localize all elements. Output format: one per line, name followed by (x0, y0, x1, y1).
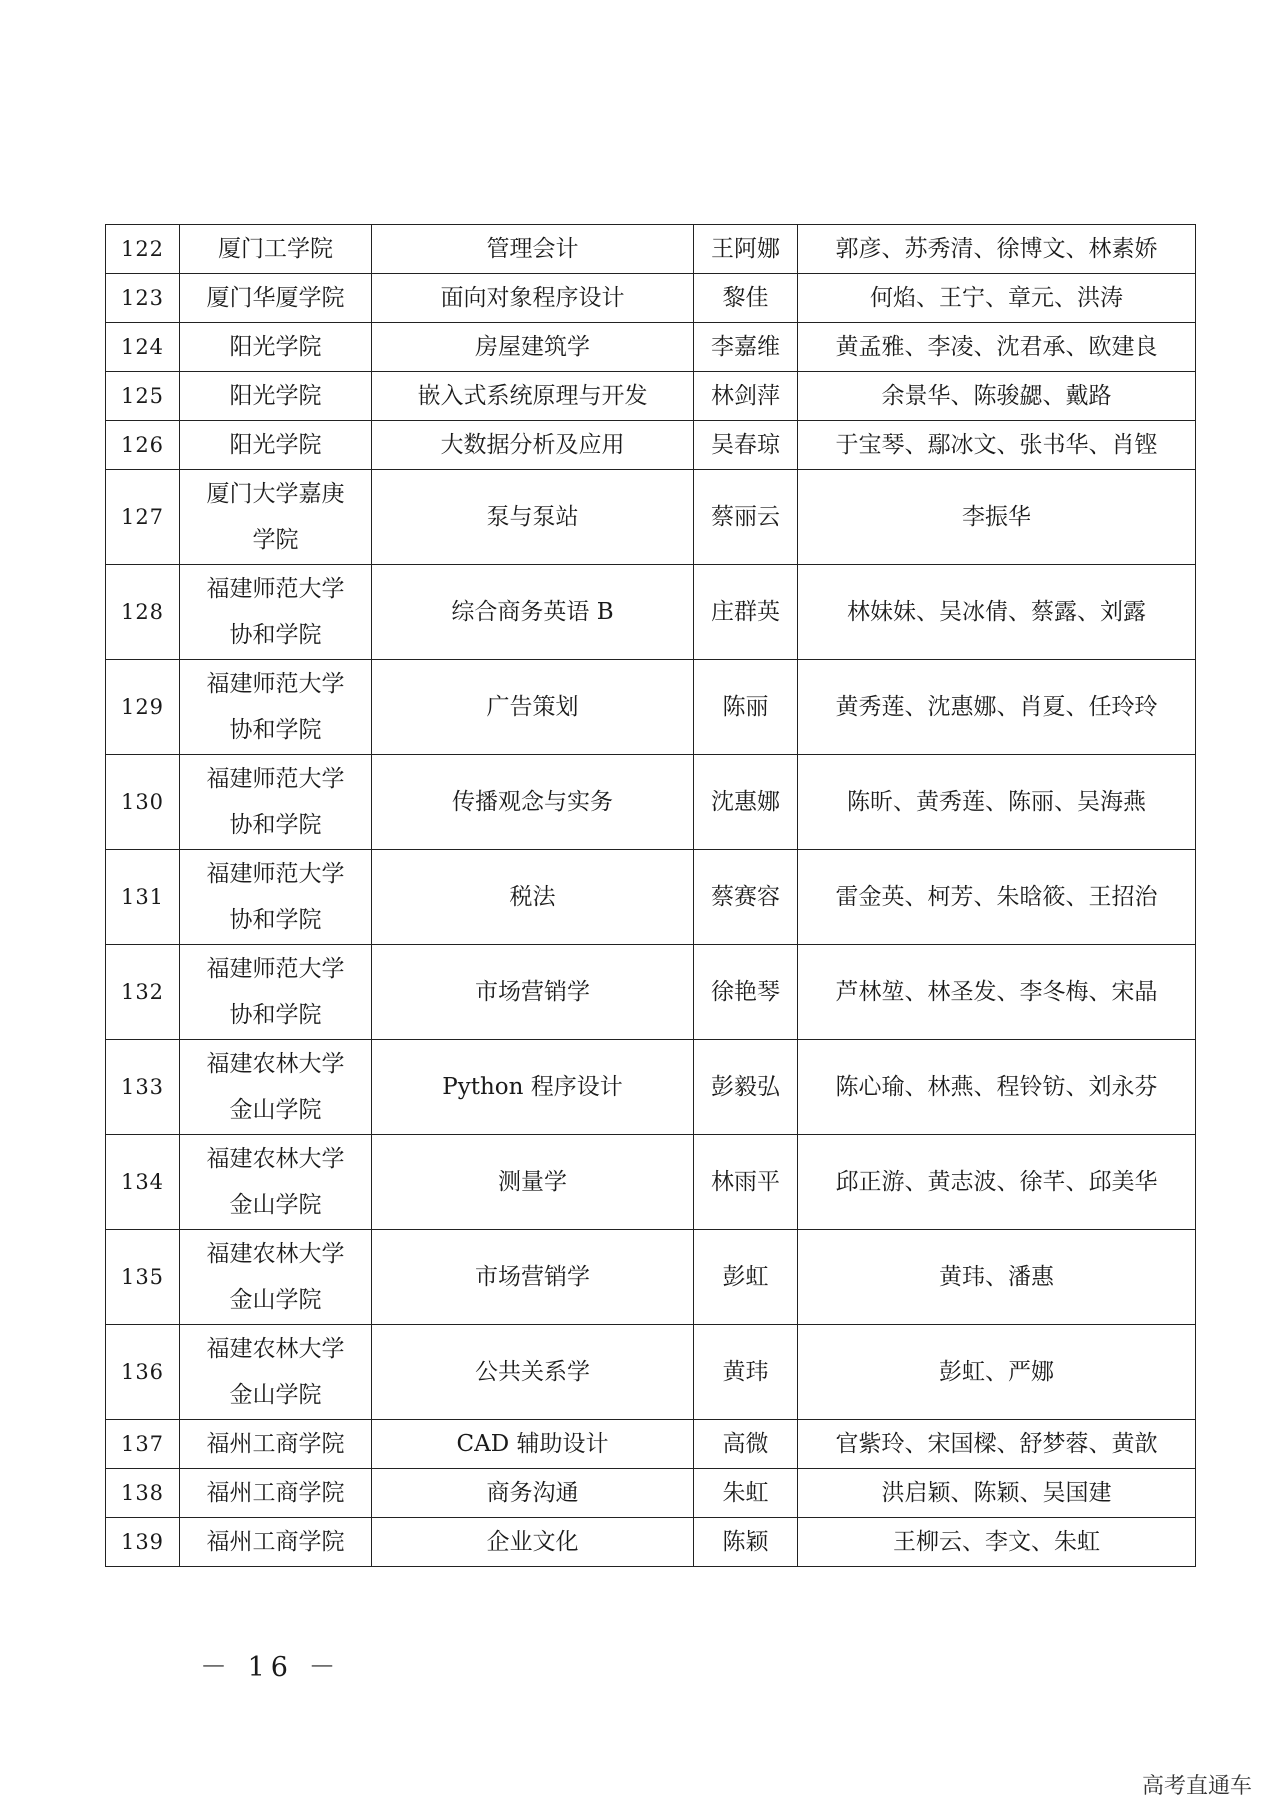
table-row (106, 1040, 1196, 1135)
school-name-line: 厦门华厦学院 (206, 285, 345, 311)
school-name (180, 323, 372, 372)
team-members: 彭虹、严娜 (798, 1325, 1196, 1420)
school-name-line: 阳光学院 (229, 432, 322, 458)
school-name-line: 协和学院 (229, 717, 322, 743)
course-table (105, 224, 1196, 1567)
school-name-line: 金山学院 (229, 1097, 322, 1123)
school-name-line: 福建师范大学 (206, 956, 345, 982)
course-leader: 蔡赛容 (694, 850, 798, 945)
course-leader: 王阿娜 (694, 225, 798, 274)
course-leader: 蔡丽云 (694, 470, 798, 565)
course-name: 测量学 (372, 1135, 694, 1230)
row-number: 132 (106, 945, 180, 1040)
course-name: 市场营销学 (372, 945, 694, 1040)
school-name-line: 福建农林大学 (206, 1146, 345, 1172)
school-name-line: 金山学院 (229, 1287, 322, 1313)
school-name-line: 福建农林大学 (206, 1241, 345, 1267)
course-leader: 林雨平 (694, 1135, 798, 1230)
row-number: 134 (106, 1135, 180, 1230)
course-name: 房屋建筑学 (372, 323, 694, 372)
team-members: 李振华 (798, 470, 1196, 565)
course-leader: 黎佳 (694, 274, 798, 323)
school-name (180, 565, 372, 660)
course-leader: 林剑萍 (694, 372, 798, 421)
course-leader: 吴春琼 (694, 421, 798, 470)
school-name-line: 福建师范大学 (206, 861, 345, 887)
table-row (106, 755, 1196, 850)
school-name-line: 学院 (252, 527, 299, 553)
school-name-line: 福建师范大学 (206, 766, 345, 792)
row-number: 122 (106, 225, 180, 274)
team-members: 黄玮、潘惠 (798, 1230, 1196, 1325)
table-row (106, 660, 1196, 755)
school-name (180, 755, 372, 850)
school-name (180, 1325, 372, 1420)
school-name-line: 协和学院 (229, 1002, 322, 1028)
school-name (180, 274, 372, 323)
school-name-line: 厦门工学院 (218, 236, 333, 262)
school-name-line: 福建师范大学 (206, 671, 345, 697)
school-name (180, 1040, 372, 1135)
watermark: 高考直通车 (1141, 1774, 1252, 1799)
course-name: 管理会计 (372, 225, 694, 274)
course-leader: 徐艳琴 (694, 945, 798, 1040)
team-members: 雷金英、柯芳、朱晗筱、王招治 (798, 850, 1196, 945)
course-name: 传播观念与实务 (372, 755, 694, 850)
team-members: 陈昕、黄秀莲、陈丽、吴海燕 (798, 755, 1196, 850)
table-row (106, 274, 1196, 323)
row-number: 126 (106, 421, 180, 470)
course-leader: 高微 (694, 1420, 798, 1469)
row-number: 124 (106, 323, 180, 372)
team-members: 于宝琴、鄢冰文、张书华、肖铿 (798, 421, 1196, 470)
row-number: 135 (106, 1230, 180, 1325)
school-name (180, 1469, 372, 1518)
team-members: 黄秀莲、沈惠娜、肖夏、任玲玲 (798, 660, 1196, 755)
row-number: 130 (106, 755, 180, 850)
row-number: 133 (106, 1040, 180, 1135)
team-members: 余景华、陈骏勰、戴路 (798, 372, 1196, 421)
table-row (106, 1135, 1196, 1230)
page-number: － 16 － (200, 1652, 342, 1683)
course-leader: 李嘉维 (694, 323, 798, 372)
school-name-line: 阳光学院 (229, 334, 322, 360)
row-number: 136 (106, 1325, 180, 1420)
team-members: 何焰、王宁、章元、洪涛 (798, 274, 1196, 323)
table-row (106, 1420, 1196, 1469)
school-name-line: 阳光学院 (229, 383, 322, 409)
table-row (106, 565, 1196, 660)
school-name (180, 470, 372, 565)
row-number: 139 (106, 1518, 180, 1567)
school-name (180, 660, 372, 755)
school-name (180, 225, 372, 274)
row-number: 129 (106, 660, 180, 755)
row-number: 131 (106, 850, 180, 945)
course-name: 嵌入式系统原理与开发 (372, 372, 694, 421)
table-row (106, 945, 1196, 1040)
table-row (106, 1469, 1196, 1518)
course-leader: 彭虹 (694, 1230, 798, 1325)
school-name-line: 福州工商学院 (206, 1529, 345, 1555)
school-name-line: 协和学院 (229, 812, 322, 838)
school-name-line: 福建农林大学 (206, 1336, 345, 1362)
school-name (180, 1420, 372, 1469)
course-leader: 陈颖 (694, 1518, 798, 1567)
school-name-line: 福州工商学院 (206, 1480, 345, 1506)
course-leader: 黄玮 (694, 1325, 798, 1420)
row-number: 137 (106, 1420, 180, 1469)
course-name: 面向对象程序设计 (372, 274, 694, 323)
table-row (106, 470, 1196, 565)
table-row (106, 850, 1196, 945)
course-name: 综合商务英语 B (372, 565, 694, 660)
course-name: Python 程序设计 (372, 1040, 694, 1135)
course-name: 公共关系学 (372, 1325, 694, 1420)
row-number: 138 (106, 1469, 180, 1518)
school-name-line: 协和学院 (229, 907, 322, 933)
school-name (180, 372, 372, 421)
team-members: 洪启颖、陈颖、吴国建 (798, 1469, 1196, 1518)
course-name: 泵与泵站 (372, 470, 694, 565)
course-name: CAD 辅助设计 (372, 1420, 694, 1469)
team-members: 官紫玲、宋国樑、舒梦蓉、黄歆 (798, 1420, 1196, 1469)
course-name: 大数据分析及应用 (372, 421, 694, 470)
course-name: 广告策划 (372, 660, 694, 755)
row-number: 128 (106, 565, 180, 660)
team-members: 黄孟雅、李凌、沈君承、欧建良 (798, 323, 1196, 372)
school-name-line: 金山学院 (229, 1192, 322, 1218)
school-name (180, 945, 372, 1040)
table-row (106, 1230, 1196, 1325)
school-name-line: 协和学院 (229, 622, 322, 648)
table-row (106, 1325, 1196, 1420)
course-leader: 沈惠娜 (694, 755, 798, 850)
school-name (180, 421, 372, 470)
course-leader: 陈丽 (694, 660, 798, 755)
table-row (106, 421, 1196, 470)
table-row (106, 323, 1196, 372)
school-name-line: 福州工商学院 (206, 1431, 345, 1457)
school-name-line: 金山学院 (229, 1382, 322, 1408)
school-name (180, 1518, 372, 1567)
team-members: 林妹妹、吴冰倩、蔡露、刘露 (798, 565, 1196, 660)
school-name-line: 厦门大学嘉庚 (206, 481, 345, 507)
team-members: 王柳云、李文、朱虹 (798, 1518, 1196, 1567)
team-members: 陈心瑜、林燕、程铃钫、刘永芬 (798, 1040, 1196, 1135)
table-row (106, 372, 1196, 421)
course-leader: 朱虹 (694, 1469, 798, 1518)
course-name: 市场营销学 (372, 1230, 694, 1325)
course-table-body (106, 225, 1196, 1567)
row-number: 123 (106, 274, 180, 323)
school-name (180, 850, 372, 945)
course-leader: 庄群英 (694, 565, 798, 660)
table-row (106, 1518, 1196, 1567)
course-name: 企业文化 (372, 1518, 694, 1567)
row-number: 125 (106, 372, 180, 421)
school-name-line: 福建师范大学 (206, 576, 345, 602)
row-number: 127 (106, 470, 180, 565)
school-name (180, 1230, 372, 1325)
table-row (106, 225, 1196, 274)
team-members: 芦林堃、林圣发、李冬梅、宋晶 (798, 945, 1196, 1040)
course-name: 税法 (372, 850, 694, 945)
course-name: 商务沟通 (372, 1469, 694, 1518)
course-leader: 彭毅弘 (694, 1040, 798, 1135)
team-members: 郭彦、苏秀清、徐博文、林素娇 (798, 225, 1196, 274)
school-name-line: 福建农林大学 (206, 1051, 345, 1077)
school-name (180, 1135, 372, 1230)
team-members: 邱正游、黄志波、徐芊、邱美华 (798, 1135, 1196, 1230)
